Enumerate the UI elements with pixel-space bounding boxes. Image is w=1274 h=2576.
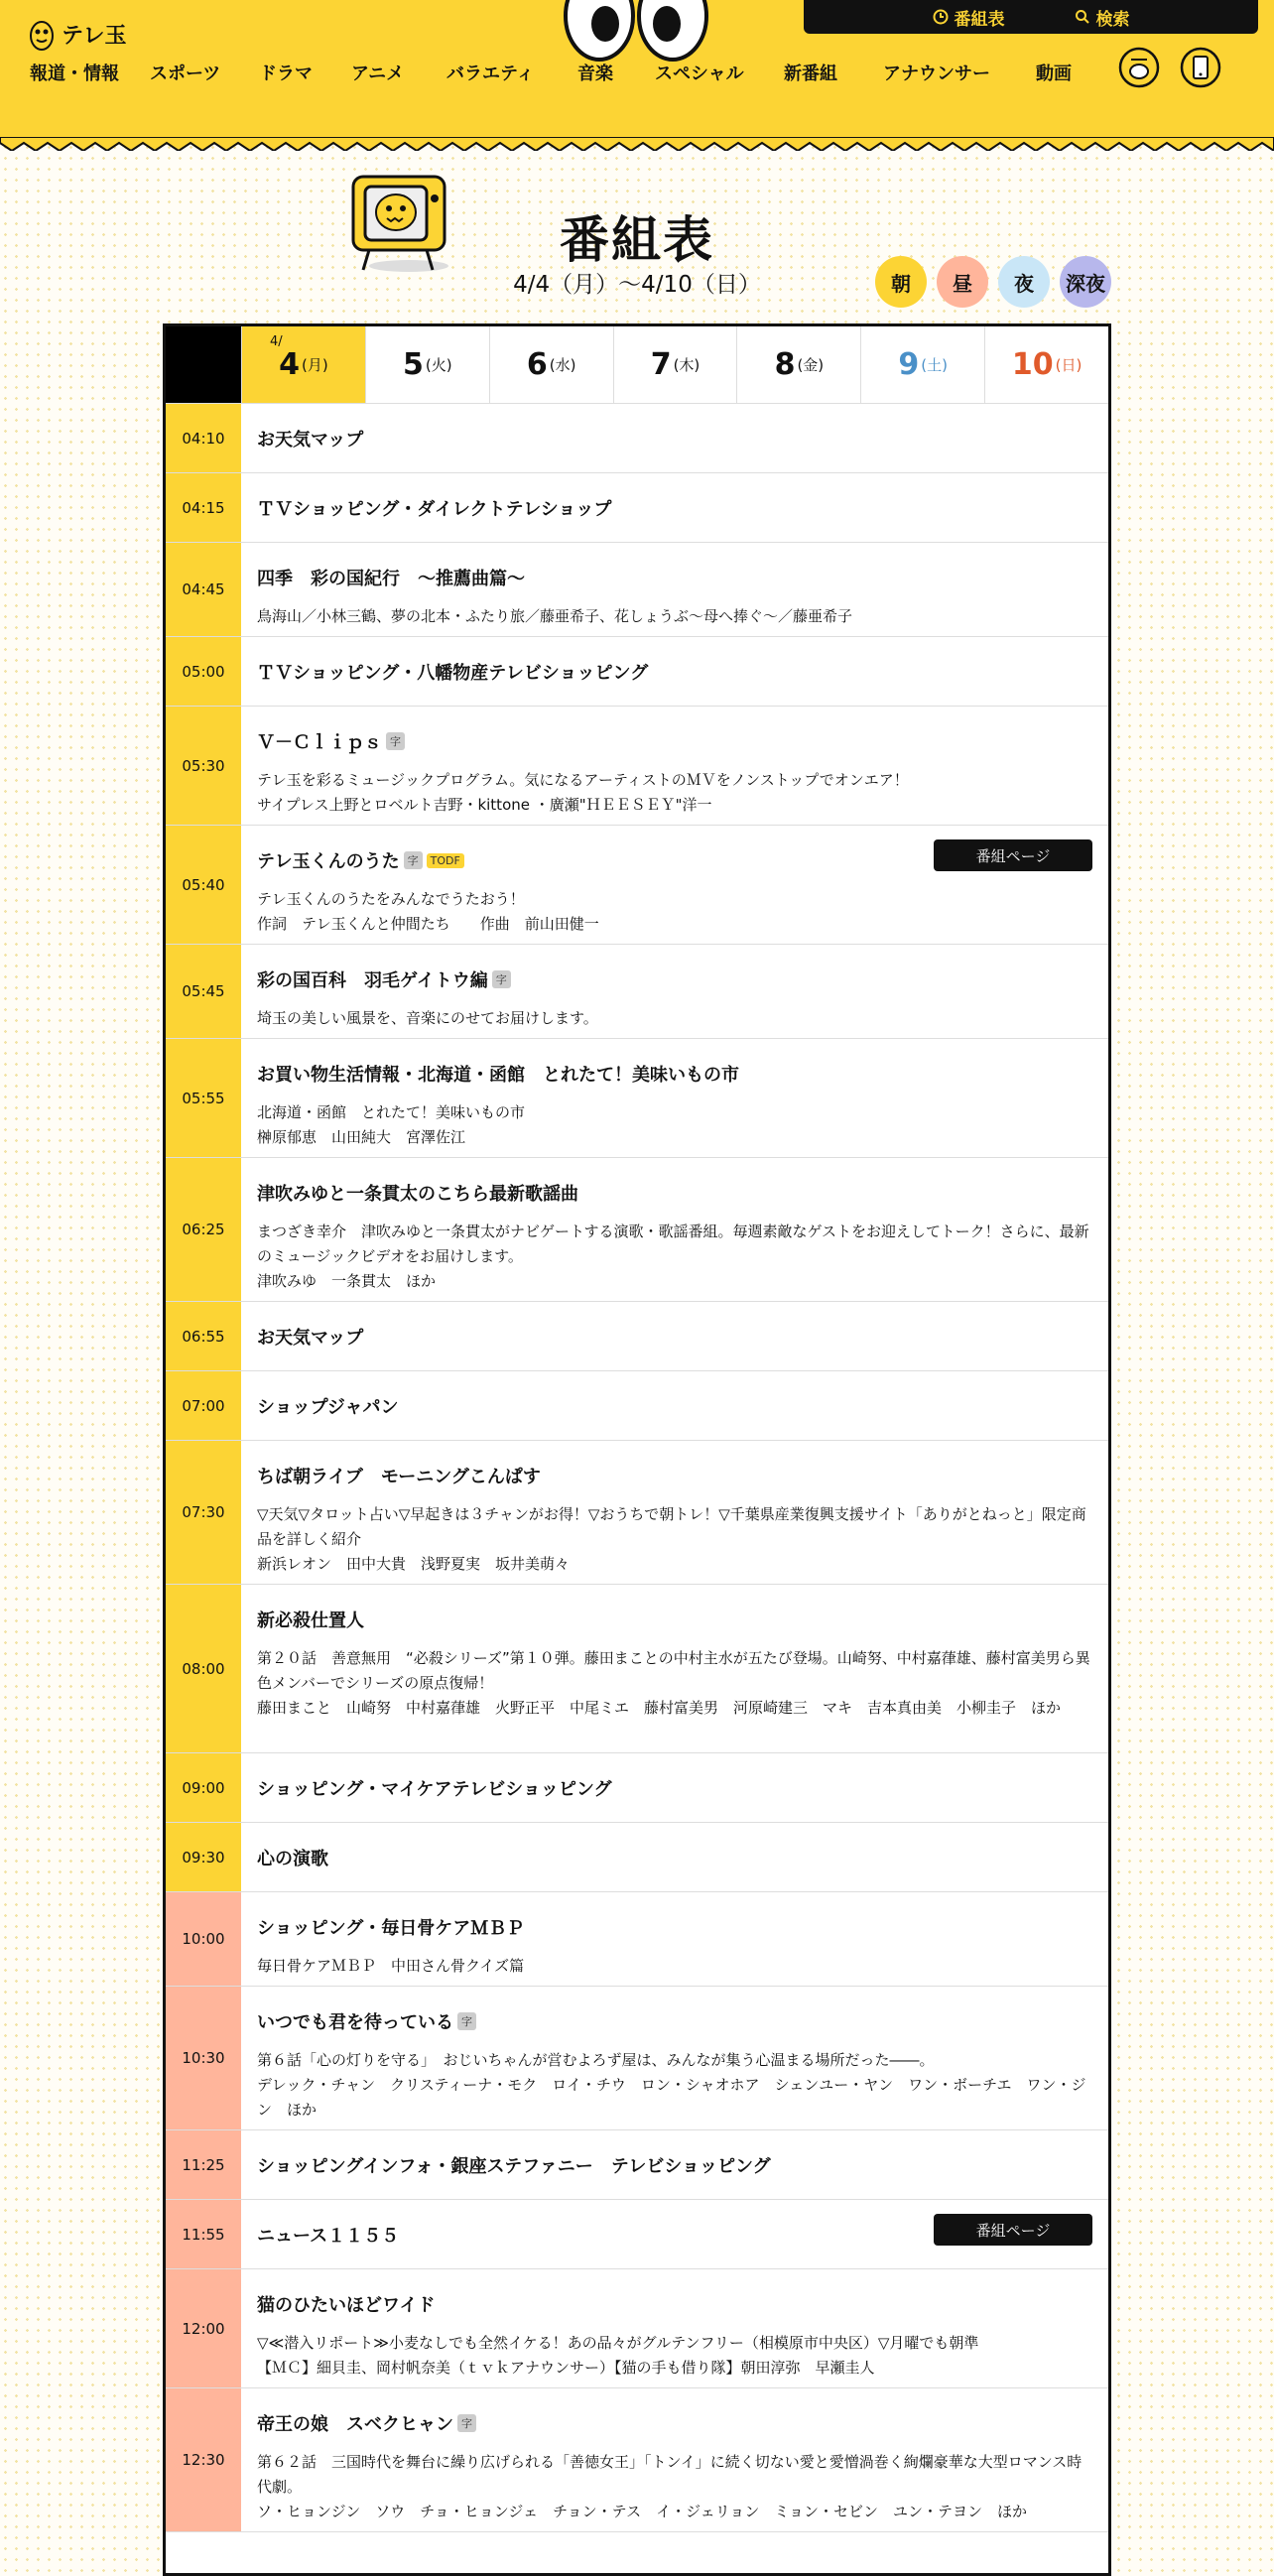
program-row[interactable]: [166, 1823, 1108, 1892]
time-slot-buttons: [875, 256, 1111, 308]
program-time: 04:15: [166, 473, 241, 542]
day-tab-5[interactable]: [365, 326, 489, 403]
program-title[interactable]: お天気マップ: [257, 430, 364, 451]
schedule-link[interactable]: [933, 5, 1005, 30]
day-weekday: (日): [1055, 356, 1083, 374]
program-title-row: [257, 2152, 1092, 2178]
program-description: 北海道・函館 とれたて！美味いもの市 榊原郁恵 山田純大 宮澤佐江: [257, 1103, 526, 1146]
program-title[interactable]: 四季 彩の国紀行 ～推薦曲篇～: [257, 569, 525, 589]
program-content: [241, 543, 1108, 636]
program-title[interactable]: ＴＶショッピング・八幡物産テレビショッピング: [257, 663, 649, 684]
program-content: [241, 2388, 1108, 2531]
day-weekday: (金): [797, 356, 825, 374]
app-icon[interactable]: [1179, 46, 1222, 89]
slot-latenight-button[interactable]: 深夜: [1060, 256, 1111, 308]
program-title-row: [257, 426, 1092, 451]
program-title-row: [257, 1775, 1092, 1801]
day-tabs: [166, 326, 1108, 404]
program-time: 04:10: [166, 404, 241, 472]
header-zigzag-edge: [0, 137, 1274, 151]
program-description: ▽天気▽タロット占い▽早起きは３チャンがお得！▽おうちで朝トレ！▽千葉県産業復興支援サイト「ありがとねっと」限定商品を詳しく紹介 新浜レオン 田中大貴 浅野夏実 坂井美萌々: [257, 1505, 1086, 1573]
program-description: 第６２話 三国時代を舞台に繰り広げられる「善徳女王」「トンイ」に続く切ない愛と愛憎渦巻く絢爛豪華な大型ロマンス時代劇。 ソ・ヒョンジン ソウ チョ・ヒョンジェ チョン・テス イ・ジェリョン ミョン・セビン ユン・テヨン ほか: [257, 2453, 1083, 2520]
program-title[interactable]: お買い物生活情報・北海道・函館 とれたて！美味いもの市: [257, 1065, 739, 1086]
logo-text: テレ玉: [62, 23, 127, 49]
program-title-row: [257, 2291, 1092, 2317]
format-badge: TODF: [427, 853, 464, 868]
program-grid: [163, 323, 1111, 2576]
program-time: 06:25: [166, 1158, 241, 1301]
program-content: [241, 1158, 1108, 1301]
program-title-row: [257, 1845, 1092, 1870]
program-time: 05:00: [166, 637, 241, 706]
program-row[interactable]: [166, 1585, 1108, 1753]
search-link[interactable]: [1075, 5, 1130, 30]
program-content: [241, 1823, 1108, 1891]
program-content: [241, 404, 1108, 472]
program-description: 第６話「心の灯りを守る」 おじいちゃんが営むよろず屋は、みんなが集う心温まる場所だった――。 デレック・チャン クリスティーナ・モク ロイ・チウ ロン・シャオホア シェンユー・ヤン ワン・ボーチエ ワン・ジン ほか: [257, 2051, 1086, 2119]
program-row[interactable]: [166, 637, 1108, 707]
program-content: [241, 2130, 1108, 2199]
program-title-row: [257, 2410, 1092, 2436]
program-row[interactable]: [166, 1753, 1108, 1823]
day-tab-7[interactable]: [613, 326, 737, 403]
program-content: [241, 1892, 1108, 1986]
nav-drama[interactable]: ドラマ: [259, 64, 313, 84]
caption-badge: 字: [404, 851, 423, 869]
program-content: [241, 2269, 1108, 2387]
program-title-row: [257, 2008, 1092, 2034]
day-tab-4[interactable]: [241, 326, 365, 403]
program-description: テレ玉くんのうたをみんなでうたおう！ 作詞 テレ玉くんと仲間たち 作曲 前山田健一: [257, 890, 599, 933]
day-weekday: (水): [549, 356, 576, 374]
program-title-row: [257, 1914, 1092, 1940]
nav-anime[interactable]: アニメ: [351, 64, 405, 84]
program-title-row: [257, 495, 1092, 521]
site-logo[interactable]: [28, 16, 127, 52]
program-description: 鳥海山／小林三鶴、夢の北本・ふたり旅／藤亜希子、花しょうぶ～母へ捧ぐ～／藤亜希子: [257, 607, 853, 625]
program-content: [241, 707, 1108, 825]
program-title[interactable]: お天気マップ: [257, 1328, 364, 1349]
program-content: [241, 945, 1108, 1038]
program-time: 11:55: [166, 2200, 241, 2268]
page-title-area: [0, 159, 1274, 308]
program-page-button[interactable]: 番組ページ: [934, 839, 1092, 871]
program-description: 毎日骨ケアＭＢＰ 中田さん骨クイズ篇: [257, 1957, 525, 1975]
top-utility-bar: [804, 0, 1258, 34]
program-row[interactable]: [166, 1987, 1108, 2130]
day-number: 8: [774, 347, 796, 382]
program-title-row: [257, 1393, 1092, 1419]
program-title[interactable]: いつでも君を待っている: [257, 2012, 453, 2033]
program-time: 11:25: [166, 2130, 241, 2199]
program-content: [241, 1371, 1108, 1440]
nav-sports[interactable]: スポーツ: [150, 64, 221, 84]
clock-icon: [933, 9, 949, 25]
program-time: 06:55: [166, 1302, 241, 1370]
program-time: 04:45: [166, 543, 241, 636]
day-number: 9: [898, 347, 920, 382]
program-row[interactable]: [166, 1039, 1108, 1158]
program-row[interactable]: [166, 1158, 1108, 1302]
program-time: 12:30: [166, 2388, 241, 2531]
program-time: 12:00: [166, 2269, 241, 2387]
program-title[interactable]: 心の演歌: [257, 1849, 328, 1869]
program-description: まつざき幸介 津吹みゆと一条貫太がナビゲートする演歌・歌謡番組。毎週素敵なゲストをお迎えしてトーク！さらに、最新のミュージックビデオをお届けします。 津吹みゆ 一条貫太 ほか: [257, 1223, 1089, 1290]
nav-videos[interactable]: 動画: [1036, 64, 1072, 84]
program-time: 09:30: [166, 1823, 241, 1891]
program-time: 05:30: [166, 707, 241, 825]
program-content: [241, 1753, 1108, 1822]
program-content: [241, 1039, 1108, 1157]
program-title-row: [257, 728, 1092, 754]
program-row[interactable]: [166, 2130, 1108, 2200]
day-number: 6: [526, 347, 548, 382]
program-title[interactable]: ショッピング・毎日骨ケアＭＢＰ: [257, 1918, 525, 1939]
program-content: [241, 1302, 1108, 1370]
mascot-logo-icon: [28, 16, 56, 52]
program-time: 10:00: [166, 1892, 241, 1986]
program-title-row: [257, 565, 1092, 590]
program-title[interactable]: ちば朝ライブ モーニングこんぱす: [257, 1467, 541, 1487]
program-title-row: [257, 1180, 1092, 1206]
program-content: [241, 826, 1108, 944]
program-row[interactable]: [166, 1302, 1108, 1371]
week-date-range: 4/4（月）〜4/10（日）: [513, 272, 761, 298]
program-title[interactable]: 新必殺仕置人: [257, 1610, 364, 1631]
program-title[interactable]: 津吹みゆと一条貫太のこちら最新歌謡曲: [257, 1184, 578, 1205]
program-row[interactable]: [166, 1371, 1108, 1441]
program-time: 10:30: [166, 1987, 241, 2129]
program-content: [241, 1441, 1108, 1584]
program-content: [241, 1585, 1108, 1752]
program-row[interactable]: [166, 826, 1108, 945]
day-weekday: (月): [302, 356, 328, 374]
program-row[interactable]: [166, 2269, 1108, 2388]
program-title[interactable]: ショップジャパン: [257, 1397, 399, 1418]
program-title[interactable]: ショッピングインフォ・銀座ステファニー テレビショッピング: [257, 2156, 771, 2177]
program-description: 埼玉の美しい風景を、音楽にのせてお届けします。: [257, 1009, 598, 1027]
day-tab-8[interactable]: [736, 326, 860, 403]
program-row[interactable]: [166, 945, 1108, 1039]
program-time: 08:00: [166, 1585, 241, 1752]
day-tabs-corner: [166, 326, 241, 403]
program-time: 05:45: [166, 945, 241, 1038]
program-list: [166, 404, 1108, 2532]
nav-music[interactable]: 音楽: [577, 64, 613, 84]
program-title[interactable]: Ｖ－Ｃｌｉｐｓ: [257, 732, 382, 753]
day-number: 10: [1011, 347, 1054, 382]
slot-daytime-button[interactable]: 昼: [937, 256, 988, 308]
program-title-row: [257, 1607, 1092, 1632]
program-page-button[interactable]: 番組ページ: [934, 2214, 1092, 2246]
search-link-label: 検索: [1095, 9, 1130, 30]
program-description: テレ玉を彩るミュージックプログラム。気になるアーティストのＭＶをノンストップでオンエア！ サイプレス上野とロベルト吉野・kittone ・廣瀬"ＨＥＥＳＥＹ"洋一: [257, 771, 909, 814]
nav-news[interactable]: 報道・情報: [30, 64, 119, 84]
page-title: 番組表: [560, 211, 714, 269]
caption-badge: 字: [492, 970, 511, 988]
program-content: [241, 2200, 1108, 2268]
program-content: [241, 473, 1108, 542]
day-number: 4: [279, 347, 300, 382]
program-title-row: [257, 1463, 1092, 1488]
program-row[interactable]: [166, 1441, 1108, 1585]
slot-morning-button[interactable]: 朝: [875, 256, 927, 308]
program-row[interactable]: [166, 2388, 1108, 2532]
program-row[interactable]: [166, 543, 1108, 637]
day-tab-9[interactable]: [860, 326, 984, 403]
program-time: 07:00: [166, 1371, 241, 1440]
nav-special[interactable]: スペシャル: [655, 64, 744, 84]
day-month: 4/: [270, 334, 283, 349]
program-title[interactable]: 猫のひたいほどワイド: [257, 2295, 436, 2316]
day-tab-10[interactable]: [984, 326, 1108, 403]
program-time: 05:55: [166, 1039, 241, 1157]
caption-badge: 字: [457, 2414, 476, 2432]
program-row[interactable]: [166, 2200, 1108, 2269]
program-row[interactable]: [166, 473, 1108, 543]
program-time: 07:30: [166, 1441, 241, 1584]
mascot-eyes-icon: [562, 0, 710, 62]
day-number: 5: [402, 347, 424, 382]
day-weekday: (木): [673, 356, 701, 374]
program-row[interactable]: [166, 1892, 1108, 1987]
nav-new-programs[interactable]: 新番組: [784, 64, 837, 84]
program-row[interactable]: [166, 404, 1108, 473]
day-number: 7: [650, 347, 672, 382]
day-weekday: (火): [425, 356, 452, 374]
program-content: [241, 637, 1108, 706]
slot-evening-button[interactable]: 夜: [998, 256, 1050, 308]
day-weekday: (土): [921, 356, 949, 374]
program-title-row: [257, 1324, 1092, 1350]
program-title-row: [257, 659, 1092, 685]
telecast-icon[interactable]: [1117, 46, 1161, 89]
program-title[interactable]: ニュース１１５５: [257, 2226, 400, 2247]
program-title[interactable]: テレ玉くんのうた: [257, 851, 400, 872]
program-description: 第２０話 善意無用 “必殺シリーズ”第１０弾。藤田まことの中村主水が五たび登場。山崎努、中村嘉葎雄、藤村富美男ら異色メンバーでシリーズの原点復帰！ 藤田まこと 山崎努 中村嘉葎雄 火野正平 中尾ミエ 藤村富美男 河原崎建三 マキ 吉本真由美 小柳圭子 ほか: [257, 1649, 1090, 1717]
caption-badge: 字: [386, 732, 405, 750]
main-nav: [30, 60, 1072, 85]
program-title-row: [257, 966, 1092, 992]
program-title[interactable]: ショッピング・マイケアテレビショッピング: [257, 1779, 612, 1800]
caption-badge: 字: [457, 2012, 476, 2030]
site-header: [0, 0, 1274, 139]
program-title[interactable]: 彩の国百科 羽毛ゲイトウ編: [257, 970, 488, 991]
program-title[interactable]: ＴＶショッピング・ダイレクトテレショップ: [257, 499, 612, 520]
program-time: 05:40: [166, 826, 241, 944]
search-icon: [1075, 9, 1090, 25]
program-description: ▽≪潜入リポート≫小麦なしでも全然イケる！あの品々がグルテンフリー（相模原市中央区）▽月曜でも朝準 【ＭＣ】細貝圭、岡村帆奈美（ｔｖｋアナウンサー）【猫の手も借り隊】朝田淳弥 早瀬圭人: [257, 2334, 979, 2377]
day-tab-6[interactable]: [489, 326, 613, 403]
nav-announcers[interactable]: アナウンサー: [883, 64, 990, 84]
program-time: 09:00: [166, 1753, 241, 1822]
nav-icon-links: [1117, 46, 1222, 89]
schedule-link-label: 番組表: [954, 9, 1005, 30]
program-title[interactable]: 帝王の娘 スベクヒャン: [257, 2414, 453, 2435]
nav-variety[interactable]: バラエティ: [446, 64, 535, 84]
program-content: [241, 1987, 1108, 2129]
program-row[interactable]: [166, 707, 1108, 826]
program-title-row: [257, 1061, 1092, 1087]
